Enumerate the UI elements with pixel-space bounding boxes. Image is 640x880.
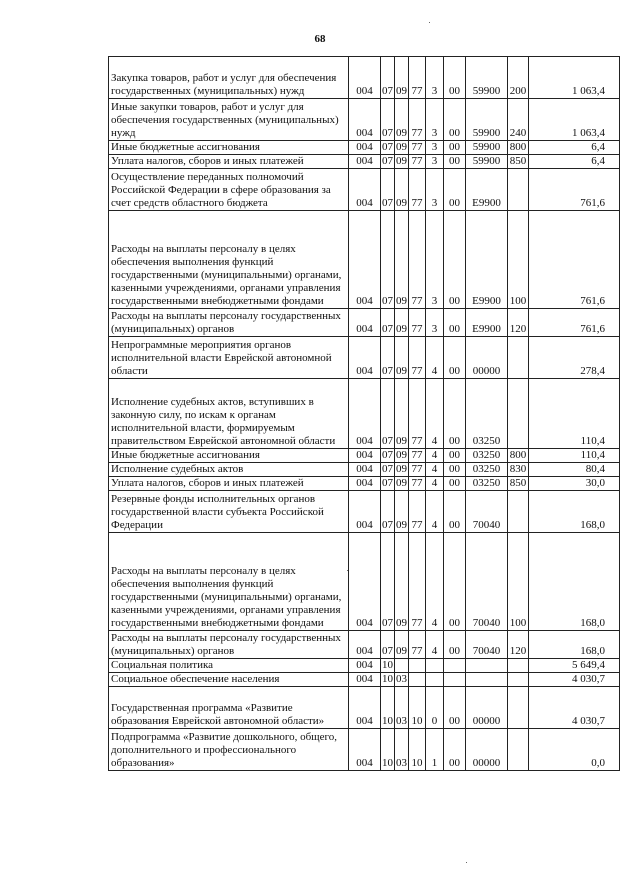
- scan-speck: [347, 570, 348, 571]
- amount-cell: 761,6: [529, 309, 620, 337]
- program-code-cell: 77: [409, 99, 426, 141]
- subsection-code-cell: 09: [395, 631, 409, 659]
- event-code-cell: 00: [444, 155, 466, 169]
- amount-cell: 5 649,4: [529, 659, 620, 673]
- row-name-cell: Государственная программа «Развитие образования Еврейской автономной области»: [109, 687, 349, 729]
- section-code-cell: 07: [382, 477, 393, 489]
- subsection-code-cell: 09: [395, 57, 409, 99]
- section-code-cell: 07: [381, 99, 395, 141]
- row-name-cell: Расходы на выплаты персоналу в целях обеспечения выполнения функций государственными (муниципальными) органами, казенными учреждениями, органами управления государственными внебюджетными фондами: [109, 211, 349, 309]
- ved-code-cell: 004: [349, 449, 381, 463]
- expense-type-cell: 120: [508, 309, 529, 337]
- subprogram-code-cell: 4: [426, 463, 444, 477]
- row-name-cell: Осуществление переданных полномочий Российской Федерации в сфере образования за счет средств областного бюджета: [109, 169, 349, 211]
- table-row: [109, 379, 620, 449]
- expense-type-cell: 850: [508, 155, 529, 169]
- direction-code-cell: [466, 673, 508, 687]
- event-code-cell: [444, 659, 466, 673]
- program-code-cell: 77: [409, 169, 426, 211]
- section-code-cell: 07: [381, 309, 395, 337]
- program-code-cell: 77: [409, 491, 426, 533]
- subsection-code-cell: 09: [396, 463, 407, 475]
- amount-cell: 110,4: [529, 449, 620, 463]
- section-code-cell: 07: [381, 533, 395, 631]
- ved-code-cell: 004: [349, 631, 381, 659]
- table-row: [109, 169, 620, 211]
- event-code-cell: 00: [444, 99, 466, 141]
- table-row: [109, 729, 620, 771]
- event-code-cell: 00: [444, 141, 466, 155]
- direction-code-cell: 03250: [466, 463, 508, 477]
- amount-cell: 761,6: [529, 211, 620, 309]
- section-code-cell: 10: [382, 673, 393, 685]
- event-code-cell: 00: [444, 463, 466, 477]
- ved-code-cell: 004: [349, 141, 381, 155]
- ved-code-cell: 004: [349, 491, 381, 533]
- expense-type-cell: 100: [508, 533, 529, 631]
- subprogram-code-cell: 4: [426, 449, 444, 463]
- program-code-cell: 77: [409, 533, 426, 631]
- expense-type-cell: [508, 491, 529, 533]
- subsection-code-cell: 09: [395, 169, 409, 211]
- amount-cell: 0,0: [529, 729, 620, 771]
- subprogram-code-cell: 0: [426, 687, 444, 729]
- ved-code-cell: 004: [349, 337, 381, 379]
- amount-cell: 168,0: [529, 491, 620, 533]
- table-row: [109, 533, 620, 631]
- section-code-cell: 07: [382, 463, 393, 475]
- table-row: [109, 337, 620, 379]
- subprogram-code-cell: 3: [426, 141, 444, 155]
- subsection-code-cell: 09: [395, 309, 409, 337]
- expense-type-cell: 800: [508, 449, 529, 463]
- expense-type-cell: 800: [508, 141, 529, 155]
- row-name-cell: Уплата налогов, сборов и иных платежей: [109, 477, 349, 491]
- table-row: [109, 211, 620, 309]
- table-row: [109, 673, 620, 687]
- expense-type-cell: 830: [508, 463, 529, 477]
- ved-code-cell: 004: [349, 687, 381, 729]
- program-code-cell: 77: [409, 141, 426, 155]
- direction-code-cell: 59900: [466, 99, 508, 141]
- subsection-code-cell: 09: [396, 449, 407, 461]
- event-code-cell: [444, 673, 466, 687]
- direction-code-cell: 70040: [466, 491, 508, 533]
- amount-cell: 1 063,4: [529, 99, 620, 141]
- program-code-cell: 77: [409, 379, 426, 449]
- event-code-cell: 00: [444, 169, 466, 211]
- row-name-cell: Резервные фонды исполнительных органов государственной власти субъекта Российской Федерации: [109, 491, 349, 533]
- program-code-cell: 77: [409, 463, 426, 477]
- row-name-cell: Расходы на выплаты персоналу государственных (муниципальных) органов: [109, 631, 349, 659]
- subprogram-code-cell: 4: [426, 477, 444, 491]
- program-code-cell: [409, 673, 426, 687]
- amount-cell: 6,4: [529, 155, 620, 169]
- row-name-cell: Уплата налогов, сборов и иных платежей: [109, 155, 349, 169]
- row-name-cell: Иные закупки товаров, работ и услуг для обеспечения государственных (муниципальных) нужд: [109, 99, 349, 141]
- program-code-cell: [409, 659, 426, 673]
- program-code-cell: 77: [409, 57, 426, 99]
- subsection-code-cell: 09: [395, 211, 409, 309]
- program-code-cell: 77: [409, 211, 426, 309]
- event-code-cell: 00: [444, 729, 466, 771]
- subprogram-code-cell: 3: [426, 155, 444, 169]
- program-code-cell: 77: [409, 155, 426, 169]
- section-code-cell: 07: [381, 337, 395, 379]
- subsection-code-cell: 09: [396, 155, 407, 167]
- program-code-cell: 77: [409, 337, 426, 379]
- expense-type-cell: [508, 729, 529, 771]
- subsection-code-cell: 09: [396, 141, 407, 153]
- direction-code-cell: 59900: [466, 141, 508, 155]
- amount-cell: 761,6: [529, 169, 620, 211]
- direction-code-cell: 00000: [466, 687, 508, 729]
- amount-cell: 168,0: [529, 631, 620, 659]
- row-name-cell: Социальное обеспечение населения: [109, 673, 349, 687]
- table-row: [109, 155, 620, 169]
- subsection-code-cell: 09: [395, 99, 409, 141]
- event-code-cell: 00: [444, 379, 466, 449]
- expense-type-cell: 850: [508, 477, 529, 491]
- ved-code-cell: 004: [349, 155, 381, 169]
- subprogram-code-cell: 3: [426, 309, 444, 337]
- expense-type-cell: 120: [508, 631, 529, 659]
- program-code-cell: 77: [409, 309, 426, 337]
- amount-cell: 30,0: [529, 477, 620, 491]
- section-code-cell: 07: [381, 631, 395, 659]
- ved-code-cell: 004: [349, 729, 381, 771]
- direction-code-cell: 59900: [466, 57, 508, 99]
- ved-code-cell: 004: [349, 169, 381, 211]
- amount-cell: 1 063,4: [529, 57, 620, 99]
- subsection-code-cell: 03: [395, 729, 409, 771]
- subsection-code-cell: [395, 659, 409, 673]
- budget-table: [108, 56, 620, 771]
- direction-code-cell: Е9900: [466, 169, 508, 211]
- amount-cell: 168,0: [529, 533, 620, 631]
- row-name-cell: Непрограммные мероприятия органов исполнительной власти Еврейской автономной области: [109, 337, 349, 379]
- table-row: [109, 491, 620, 533]
- section-code-cell: 07: [381, 491, 395, 533]
- program-code-cell: 77: [409, 449, 426, 463]
- row-name-cell: Расходы на выплаты персоналу государственных (муниципальных) органов: [109, 309, 349, 337]
- subsection-code-cell: 09: [395, 533, 409, 631]
- table-row: [109, 477, 620, 491]
- subprogram-code-cell: 4: [426, 631, 444, 659]
- expense-type-cell: [508, 659, 529, 673]
- table-body: [109, 57, 620, 771]
- scan-speck: [466, 862, 467, 863]
- page-number: 68: [314, 33, 326, 45]
- row-name-cell: Закупка товаров, работ и услуг для обеспечения государственных (муниципальных) нужд: [109, 57, 349, 99]
- direction-code-cell: 00000: [466, 729, 508, 771]
- ved-code-cell: 004: [349, 211, 381, 309]
- ved-code-cell: 004: [349, 57, 381, 99]
- event-code-cell: 00: [444, 449, 466, 463]
- section-code-cell: 07: [381, 169, 395, 211]
- table-row: [109, 99, 620, 141]
- program-code-cell: 10: [409, 729, 426, 771]
- subprogram-code-cell: 4: [426, 379, 444, 449]
- row-name-cell: Социальная политика: [109, 659, 349, 673]
- table-row: [109, 687, 620, 729]
- program-code-cell: 77: [409, 477, 426, 491]
- subsection-code-cell: 09: [396, 477, 407, 489]
- subsection-code-cell: 09: [395, 379, 409, 449]
- program-code-cell: 77: [409, 631, 426, 659]
- table-row: [109, 141, 620, 155]
- event-code-cell: 00: [444, 309, 466, 337]
- event-code-cell: 00: [444, 211, 466, 309]
- expense-type-cell: [508, 673, 529, 687]
- event-code-cell: 00: [444, 533, 466, 631]
- subprogram-code-cell: [426, 659, 444, 673]
- row-name-cell: Расходы на выплаты персоналу в целях обеспечения выполнения функций государственными (муниципальными) органами, казенными учреждениями, органами управления государственными внебюджетными фондами: [109, 533, 349, 631]
- table-row: [109, 659, 620, 673]
- amount-cell: 6,4: [529, 141, 620, 155]
- expense-type-cell: [508, 169, 529, 211]
- subsection-code-cell: 03: [395, 687, 409, 729]
- subprogram-code-cell: 4: [426, 491, 444, 533]
- expense-type-cell: 200: [508, 57, 529, 99]
- row-name-cell: Подпрограмма «Развитие дошкольного, общего, дополнительного и профессионального образования»: [109, 729, 349, 771]
- subprogram-code-cell: 3: [426, 211, 444, 309]
- direction-code-cell: Е9900: [466, 211, 508, 309]
- event-code-cell: 00: [444, 477, 466, 491]
- ved-code-cell: 004: [349, 99, 381, 141]
- table-row: [109, 449, 620, 463]
- amount-cell: 80,4: [529, 463, 620, 477]
- section-code-cell: 10: [382, 659, 393, 671]
- table-row: [109, 631, 620, 659]
- table-row: [109, 57, 620, 99]
- direction-code-cell: 59900: [466, 155, 508, 169]
- section-code-cell: 07: [382, 155, 393, 167]
- row-name-cell: Исполнение судебных актов: [109, 463, 349, 477]
- direction-code-cell: 00000: [466, 337, 508, 379]
- expense-type-cell: [508, 687, 529, 729]
- ved-code-cell: 004: [349, 309, 381, 337]
- direction-code-cell: Е9900: [466, 309, 508, 337]
- subprogram-code-cell: 3: [426, 169, 444, 211]
- event-code-cell: 00: [444, 687, 466, 729]
- amount-cell: 110,4: [529, 379, 620, 449]
- subsection-code-cell: 09: [395, 491, 409, 533]
- amount-cell: 4 030,7: [529, 673, 620, 687]
- direction-code-cell: [466, 659, 508, 673]
- section-code-cell: 07: [381, 211, 395, 309]
- ved-code-cell: 004: [349, 533, 381, 631]
- table-row: [109, 463, 620, 477]
- expense-type-cell: [508, 337, 529, 379]
- section-code-cell: 07: [381, 57, 395, 99]
- section-code-cell: 10: [381, 687, 395, 729]
- row-name-cell: Исполнение судебных актов, вступивших в законную силу, по искам к органам исполнительной власти, формируемым правительством Еврейской автономной области: [109, 379, 349, 449]
- subprogram-code-cell: 4: [426, 533, 444, 631]
- program-code-cell: 10: [409, 687, 426, 729]
- direction-code-cell: 70040: [466, 631, 508, 659]
- section-code-cell: 07: [381, 379, 395, 449]
- expense-type-cell: [508, 379, 529, 449]
- section-code-cell: 07: [382, 141, 393, 153]
- row-name-cell: Иные бюджетные ассигнования: [109, 449, 349, 463]
- scan-speck: [429, 22, 430, 23]
- ved-code-cell: 004: [349, 673, 381, 687]
- expense-type-cell: 100: [508, 211, 529, 309]
- subsection-code-cell: 09: [395, 337, 409, 379]
- event-code-cell: 00: [444, 491, 466, 533]
- subprogram-code-cell: 3: [426, 99, 444, 141]
- ved-code-cell: 004: [349, 477, 381, 491]
- direction-code-cell: 70040: [466, 533, 508, 631]
- section-code-cell: 10: [381, 729, 395, 771]
- table-row: [109, 309, 620, 337]
- ved-code-cell: 004: [349, 659, 381, 673]
- direction-code-cell: 03250: [466, 379, 508, 449]
- ved-code-cell: 004: [349, 379, 381, 449]
- subsection-code-cell: 03: [396, 673, 407, 685]
- direction-code-cell: 03250: [466, 477, 508, 491]
- subprogram-code-cell: 1: [426, 729, 444, 771]
- subprogram-code-cell: 3: [426, 57, 444, 99]
- amount-cell: 278,4: [529, 337, 620, 379]
- event-code-cell: 00: [444, 337, 466, 379]
- direction-code-cell: 03250: [466, 449, 508, 463]
- section-code-cell: 07: [382, 449, 393, 461]
- subprogram-code-cell: 4: [426, 337, 444, 379]
- row-name-cell: Иные бюджетные ассигнования: [109, 141, 349, 155]
- amount-cell: 4 030,7: [529, 687, 620, 729]
- ved-code-cell: 004: [349, 463, 381, 477]
- event-code-cell: 00: [444, 631, 466, 659]
- subprogram-code-cell: [426, 673, 444, 687]
- expense-type-cell: 240: [508, 99, 529, 141]
- event-code-cell: 00: [444, 57, 466, 99]
